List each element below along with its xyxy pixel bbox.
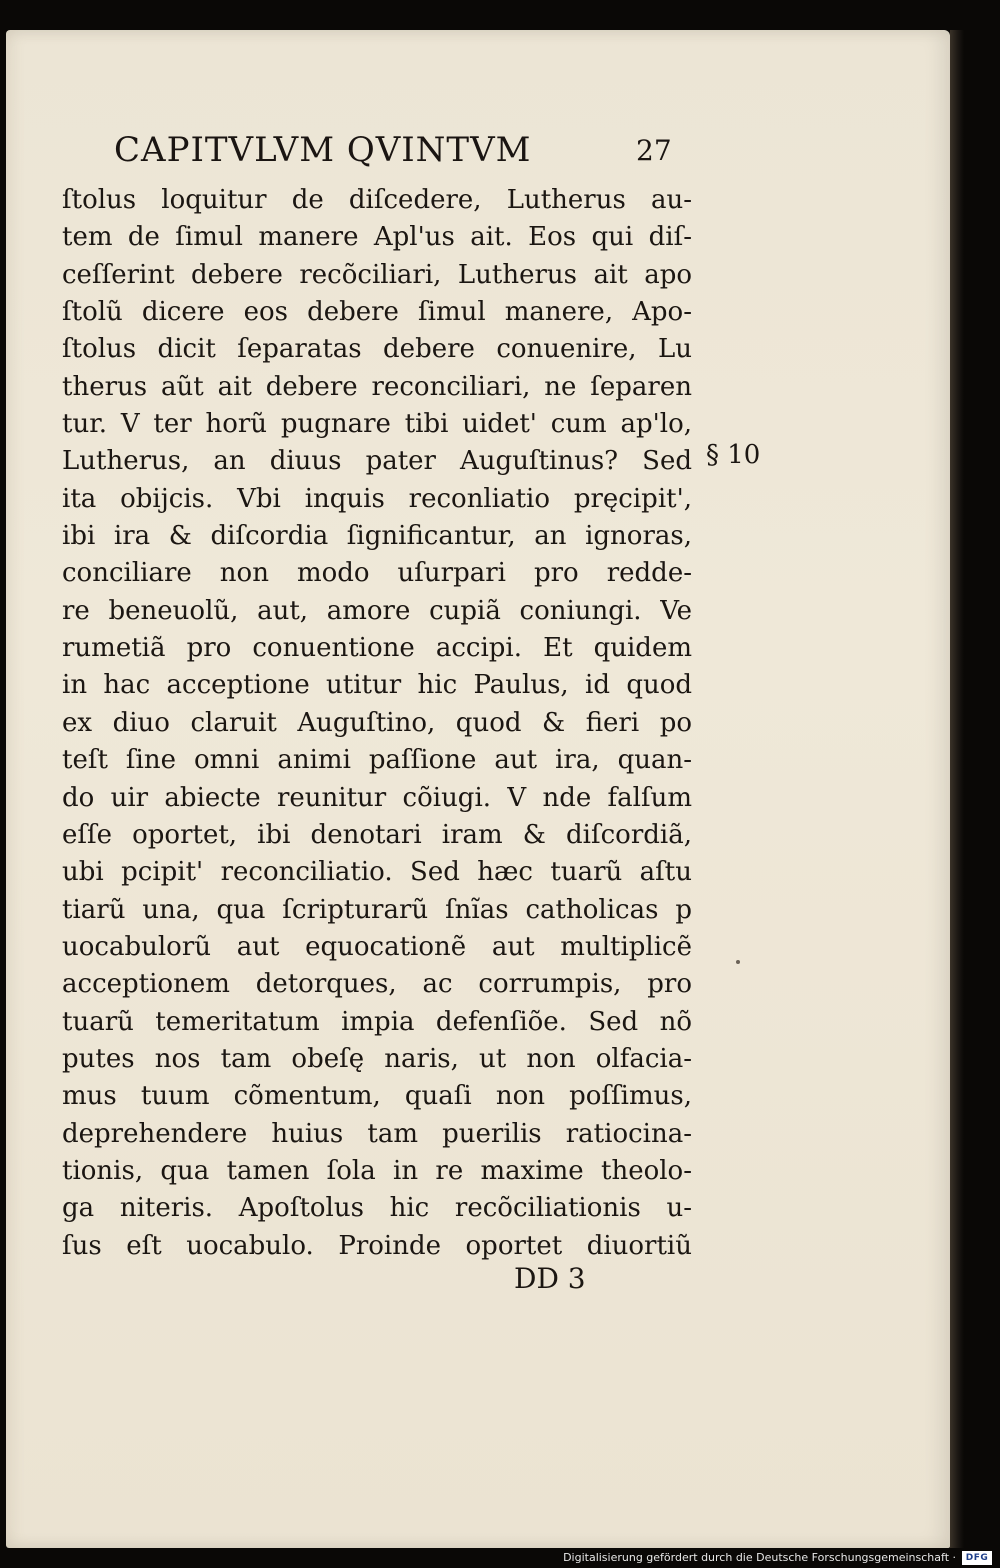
page-gutter-edge [950, 30, 964, 1548]
text-line: ſtolus dicit ſeparatas debere conuenire, Lu [62, 334, 692, 365]
text-line: tionis, qua tamen ſola in re maxime theolo- [62, 1155, 692, 1186]
text-line: teſt ſine omni animi paſſione aut ira, quan- [62, 745, 692, 776]
text-line: in hac acceptione utitur hic Paulus, id quod [62, 670, 692, 701]
text-line: ita obijcis. Vbi inquis reconliatio pręcipit', [62, 483, 692, 514]
paper-speck [736, 960, 740, 964]
text-line: do uir abiecte reunitur cõiugi. V nde falſum [62, 782, 692, 813]
text-line: therus aũt ait debere reconciliari, ne ſeparen [62, 371, 692, 402]
text-line: mus tuum cõmentum, quaſi non poſſimus, [62, 1081, 692, 1112]
body-text [62, 182, 692, 1265]
text-line: rumetiã pro conuentione accipi. Et quidem [62, 633, 692, 664]
text-line: acceptionem detorques, ac corrumpis, pro [62, 969, 692, 1000]
text-line: ga niteris. Apoſtolus hic recõciliationis u- [62, 1193, 692, 1224]
funding-credit: Digitalisierung gefördert durch die Deutsche Forschungsgemeinschaft · [563, 1551, 956, 1564]
folio-number: 27 [636, 134, 672, 167]
text-line: Lutherus, an diuus pater Auguſtinus? Sed [62, 446, 692, 477]
text-line: putes nos tam obeſę naris, ut non olfacia- [62, 1043, 692, 1074]
chapter-title: CAPITVLVM QVINTVM [114, 130, 532, 170]
text-line: ex diuo claruit Auguſtino, quod & fieri po [62, 707, 692, 738]
text-line: tem de ſimul manere Apl'us ait. Eos qui diſ- [62, 222, 692, 253]
signature-mark: DD 3 [514, 1262, 586, 1295]
text-line: ſus eſt uocabulo. Proinde oportet diuortiũ [62, 1230, 692, 1261]
text-line: ceſſerint debere recõciliari, Lutherus ait apo [62, 259, 692, 290]
text-line: re beneuolũ, aut, amore cupiã coniungi. Ve [62, 595, 692, 626]
text-line: deprehendere huius tam puerilis ratiocina- [62, 1118, 692, 1149]
text-line: eſſe oportet, ibi denotari iram & diſcordiã, [62, 819, 692, 850]
text-line: ſtolũ dicere eos debere ſimul manere, Apo- [62, 297, 692, 328]
text-line: conciliare non modo uſurpari pro redde- [62, 558, 692, 589]
running-head [106, 100, 696, 170]
text-line: tur. V ter horũ pugnare tibi uidet' cum ap'lo, [62, 409, 692, 440]
margin-note: § 10 [706, 440, 761, 470]
text-line: tuarũ temeritatum impia defenſiõe. Sed nõ [62, 1006, 692, 1037]
text-line: ibi ira & diſcordia ſignificantur, an ignoras, [62, 521, 692, 552]
text-line: ubi pcipit' reconciliatio. Sed hæc tuarũ aſtu [62, 857, 692, 888]
text-line: uocabulorũ aut equocationẽ aut multiplicẽ [62, 931, 692, 962]
text-line: ſtolus loquitur de diſcedere, Lutherus au- [62, 185, 692, 215]
text-line: tiarũ una, qua ſcripturarũ ſnĩas catholicas p [62, 894, 692, 925]
dfg-logo-icon: DFG [962, 1551, 992, 1565]
